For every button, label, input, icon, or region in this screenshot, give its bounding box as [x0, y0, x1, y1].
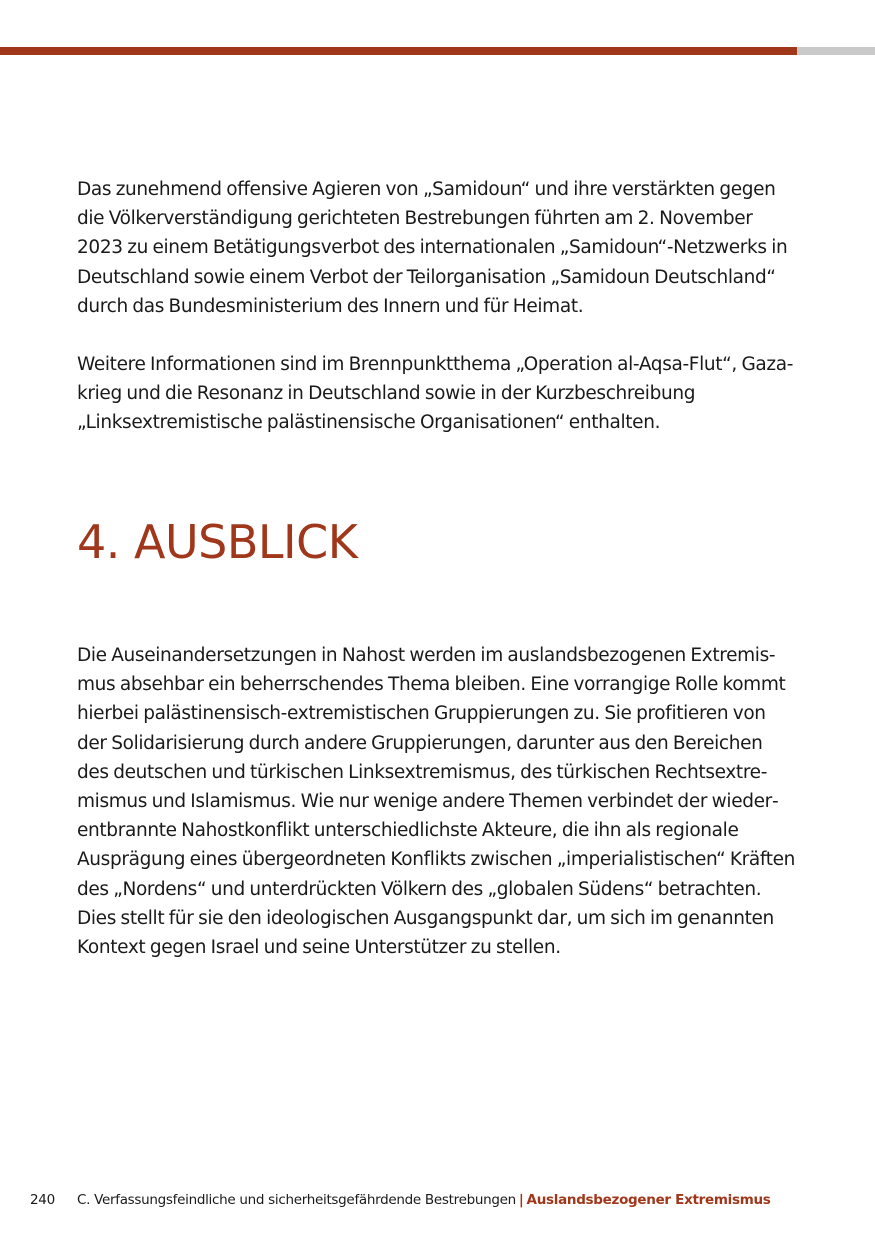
header-accent-bar-track	[797, 47, 875, 55]
header-accent-bar	[0, 47, 797, 55]
body-paragraph-samidoun-ban: Das zunehmend offensive Agieren von „Samidoun“ und ihre verstärkten gegen die Völkerverständigung gerichteten Bestrebungen führten am 2. November 2023 zu einem Betätigungsverbot des internationalen „Samidoun“-Netzwerks in Deutschland sowie einem Verbot der Teilorganisation „Samidoun Deutschland“ durch das Bundesministerium des Innern und für Heimat.	[77, 179, 788, 317]
footer-chapter: C. Verfassungsfeindliche und sicherheitsgefährdende Bestrebungen	[77, 1192, 516, 1208]
page-number: 240	[30, 1192, 55, 1208]
body-paragraph-further-info: Weitere Informationen sind im Brennpunktthema „Operation al-Aqsa-Flut“, Gazakrieg und die Resonanz in Deutschland sowie in der Kurzbeschreibung „Linksextremistische palästinensische Organisationen“ enthalten.	[77, 354, 794, 434]
section-heading: 4. AUSBLICK	[77, 515, 358, 569]
footer-running-title	[77, 1188, 771, 1212]
footer-section: Auslandsbezogener Extremismus	[526, 1192, 771, 1208]
page-footer	[0, 1188, 875, 1212]
footer-separator: |	[518, 1192, 524, 1208]
body-paragraph-outlook: Die Auseinandersetzungen in Nahost werden im auslandsbezogenen Extremismus absehbar ein beherrschendes Thema bleiben. Eine vorrangige Rolle kommt hierbei palästinensisch-extremistischen Gruppierungen zu. Sie profitieren von der Solidarisierung durch andere Gruppierungen, darunter aus den Bereichen des deutschen und türkischen Linksextremismus, des türkischen Rechtsextremismus und Islamismus. Wie nur wenige andere Themen verbindet der wiederentbrannte Nahostkonflikt unterschiedlichste Akteure, die ihn als regionale Ausprägung eines übergeordneten Konflikts zwischen „imperialistischen“ Kräften des „Nordens“ und unterdrückten Völkern des „globalen Südens“ betrachten. Dies stellt für sie den ideologischen Ausgangspunkt dar, um sich im genannten Kontext gegen Israel und seine Unterstützer zu stellen.	[77, 645, 796, 959]
